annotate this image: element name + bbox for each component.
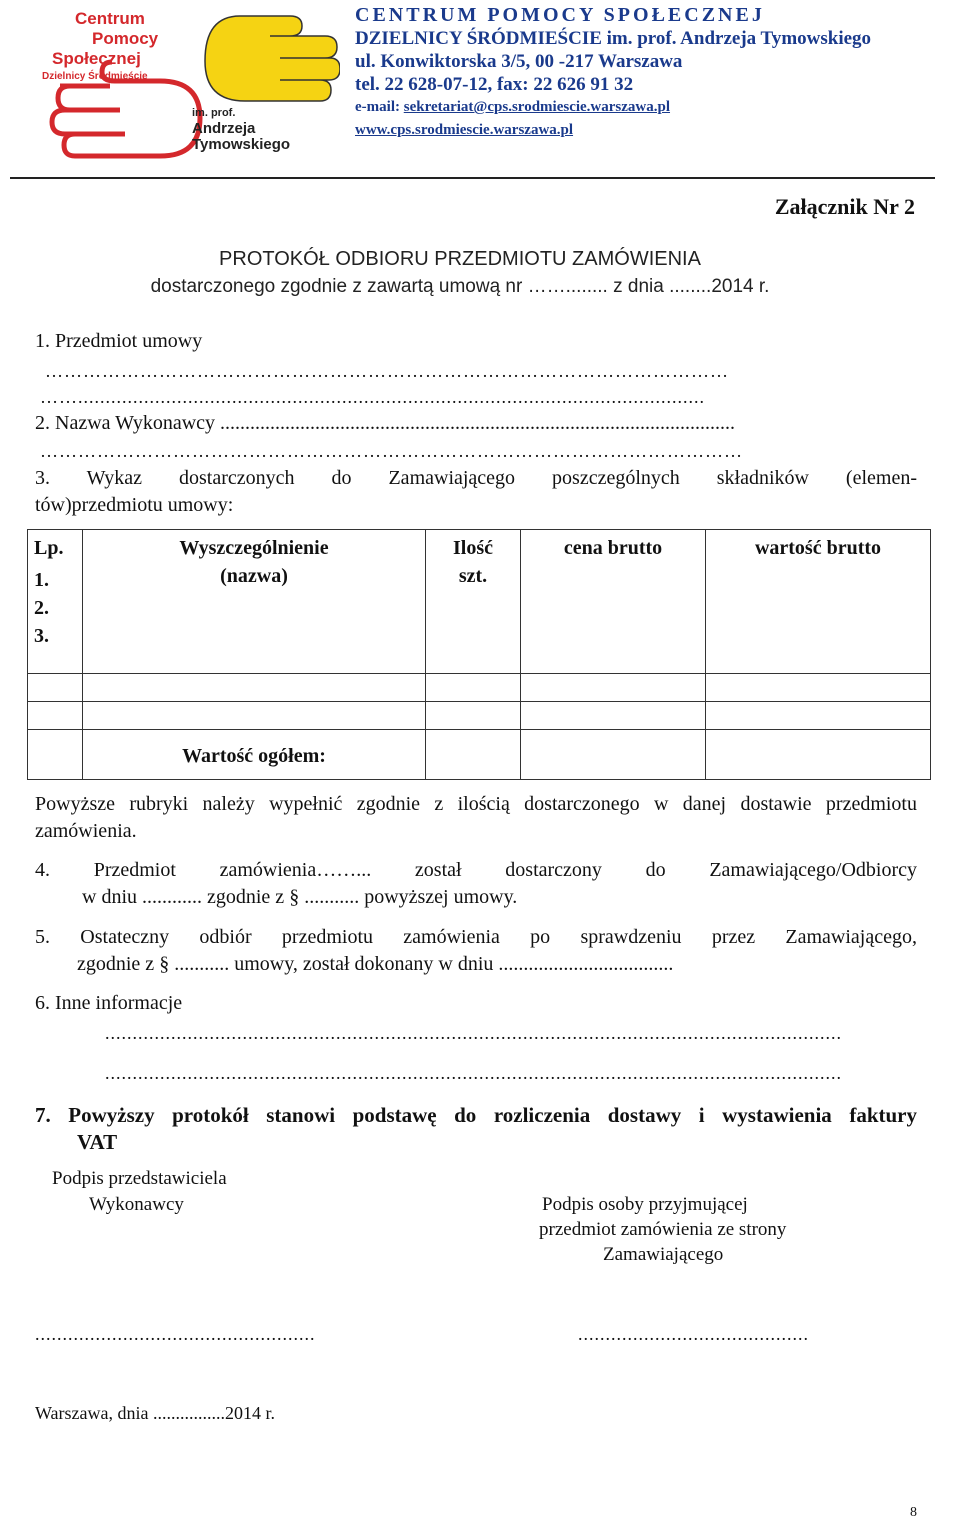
signature-right-line: .......................................... [578, 1324, 809, 1344]
item-7-line-1: 7. Powyższy protokół stanowi podstawę do rozliczenia dostawy i wystawienia faktury [35, 1103, 917, 1127]
table-row: 3. [34, 625, 49, 647]
logo-text-4: Dzielnicy Śródmieście [42, 71, 148, 82]
table-cell [521, 674, 706, 702]
signature-right-label-1: Podpis osoby przyjmującej [542, 1194, 748, 1215]
header-quantity-line-2: szt. [458, 565, 488, 587]
logo-text-5: im. prof. [192, 107, 236, 119]
item-3-line-2: tów)przedmiotu umowy: [35, 494, 234, 516]
table-row [28, 702, 931, 730]
header-line-1: CENTRUM POMOCY SPOŁECZNEJ [355, 4, 765, 26]
logo-text-3: Społecznej [52, 49, 141, 68]
item-2-dots: ………………………………………………………………………………………………… [40, 441, 743, 461]
total-label: Wartość ogółem: [83, 730, 426, 780]
table-cell [426, 730, 521, 780]
table-row [28, 674, 931, 702]
table-cell [706, 674, 931, 702]
item-5-line-1: 5. Ostateczny odbiór przedmiotu zamówienia po sprawdzeniu przez Zamawiającego, [35, 926, 917, 948]
page-number: 8 [910, 1505, 917, 1520]
table-cell [706, 730, 931, 780]
logo-text-7: Tymowskiego [192, 136, 291, 153]
table-cell [521, 702, 706, 730]
lp-column-cell [28, 530, 83, 674]
item-7-line-2: VAT [77, 1130, 118, 1154]
item-2: 2. Nazwa Wykonawcy ....................................................................................................... [35, 412, 736, 434]
email-label: e-mail: [355, 99, 404, 115]
table-row: 2. [34, 597, 49, 619]
signature-right-label-2: przedmiot zamówienia ze strony [539, 1219, 787, 1240]
item-1-dots-2: …….................................................................................................................. [40, 387, 705, 407]
item-1: 1. Przedmiot umowy [35, 330, 203, 352]
table-row: 1. [34, 569, 49, 591]
header-description [83, 530, 426, 674]
table-cell [521, 730, 706, 780]
signature-left-line: ................................................... [35, 1324, 316, 1344]
item-4-line-1: 4. Przedmiot zamówienia……... został dostarczony do Zamawiającego/Odbiorcy [35, 859, 917, 881]
header-line-3: ul. Konwiktorska 3/5, 00 -217 Warszawa [355, 51, 683, 72]
table-cell [28, 674, 83, 702]
table-cell [28, 730, 83, 780]
table-cell [83, 674, 426, 702]
logo-text-6: Andrzeja [192, 120, 256, 137]
header-quantity [426, 530, 521, 674]
logo-text-1: Centrum [75, 9, 145, 28]
signature-left-label-2: Wykonawcy [89, 1194, 184, 1215]
organization-logo [40, 6, 340, 166]
signature-right-label-3: Zamawiającego [603, 1244, 724, 1265]
document-title: PROTOKÓŁ ODBIORU PRZEDMIOTU ZAMÓWIENIA [219, 248, 701, 270]
item-6-dots-1: ...................................................................................................................................... [105, 1023, 842, 1043]
item-4-line-2: w dniu ............ zgodnie z § ........... powyższej umowy. [82, 886, 518, 908]
item-1-dots-1: ……………………………………………………………………………………………… [45, 361, 729, 381]
table-cell [426, 674, 521, 702]
table-total-row [28, 730, 931, 780]
item-6: 6. Inne informacje [35, 992, 183, 1014]
organization-header [355, 4, 955, 142]
header-description-line-2: (nazwa) [220, 565, 288, 587]
header-www-line [355, 119, 955, 142]
item-5-line-2: zgodnie z § ........... umowy, został dokonany w dniu ................................... [77, 953, 674, 975]
table-cell [83, 702, 426, 730]
table-note: Powyższe rubryki należy wypełnić zgodnie z ilością dostarczonego w danej dostawie przedmiotu zamówienia. [35, 793, 917, 842]
header-line-2: DZIELNICY ŚRÓDMIEŚCIE im. prof. Andrzeja Tymowskiego [355, 28, 872, 49]
header-gross-price: cena brutto [521, 530, 706, 674]
table-cell [426, 702, 521, 730]
item-3-line-1: 3. Wykaz dostarczonych do Zamawiającego poszczególnych składników (elemen- [35, 467, 917, 489]
header-gross-value: wartość brutto [706, 530, 931, 674]
header-quantity-line-1: Ilość [453, 537, 493, 559]
attachment-label: Załącznik Nr 2 [774, 194, 915, 219]
logo-text-2: Pomocy [92, 29, 159, 48]
item-6-dots-2: ...................................................................................................................................... [105, 1063, 842, 1083]
document-subtitle: dostarczonego zgodnie z zawartą umową nr ……........ z dnia ........2014 r. [150, 276, 770, 297]
header-line-4: tel. 22 628-07-12, fax: 22 626 91 32 [355, 74, 634, 95]
header-lp: Lp. [34, 537, 64, 559]
header-email-line [355, 96, 955, 119]
table-cell [28, 702, 83, 730]
table-cell [706, 702, 931, 730]
email-link[interactable]: sekretariat@cps.srodmiescie.warszawa.pl [403, 99, 671, 115]
table-header-row [28, 530, 931, 674]
website-link[interactable]: www.cps.srodmiescie.warszawa.pl [355, 122, 574, 138]
signature-left-label-1: Podpis przedstawiciela [52, 1168, 227, 1189]
place-and-date: Warszawa, dnia ................2014 r. [35, 1403, 275, 1423]
header-description-line-1: Wyszczególnienie [179, 537, 329, 559]
items-table [27, 529, 931, 780]
header-divider [10, 177, 935, 179]
